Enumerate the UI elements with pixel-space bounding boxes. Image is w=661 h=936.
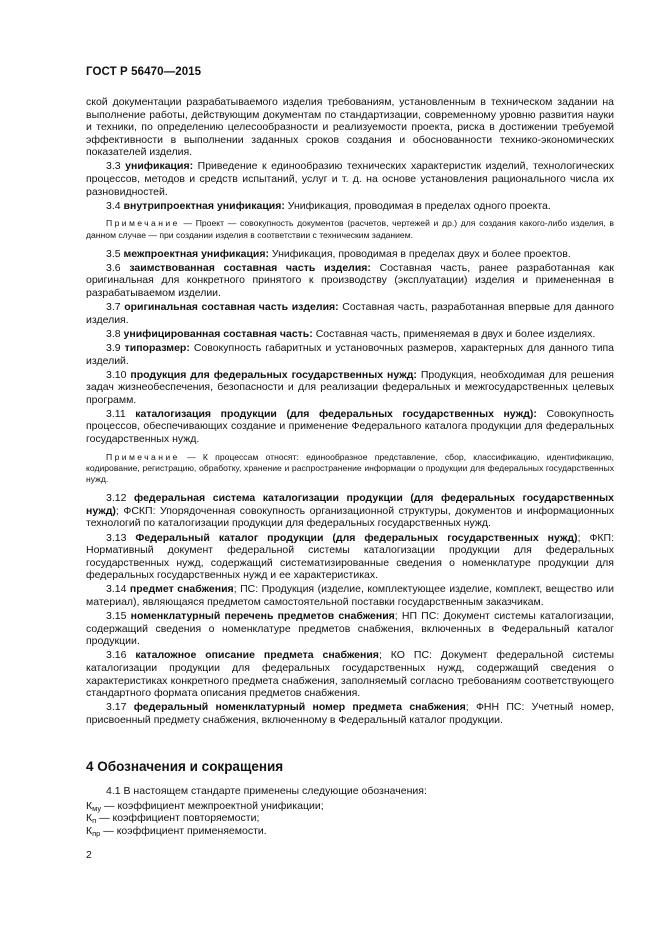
note-processes: Примечание — К процессам относят: единообразное представление, сбор, классификацию, идентификацию, кодирование, регистрацию, обработку, хранение и распространение информации о продукции для федеральных государственных нужд. [86,451,614,485]
term-3-3: 3.3 унификация: Приведение к единообразию технических характеристик изделий, технологических процессов, методов и средств испытаний, услуг и т. д. на основе установления рационального числа их разновидностей. [86,160,615,198]
symbol-k-p: $К_п$ — коэффициент повторяемости; [86,812,260,826]
term-3-9: 3.9 типоразмер: Совокупность габаритных и установочных размеров, характерных для данного типа изделий. [86,341,614,367]
page-number: 2 [86,849,92,861]
term-3-16: 3.16 каталожное описание предмета снабжения; КО ПС: Документ федеральной системы каталогизации продукции для федеральных государственных нужд, содержащий сведения о характеристиках конкретного предмета снабжения, заполняемый согласно требованиям соответствующего стандартного формата описания предметов снабжения. [86,649,615,700]
term-3-10: 3.10 продукция для федеральных государственных нужд: Продукция, необходимая для решения задач жизнеобеспечения, безопасности и для реализации федеральных и межгосударственных целевых программ. [86,368,614,406]
continued-paragraph: ской документации разрабатываемого изделия требованиям, установленным в техническом задании на выполнение работы, действующим документам по стандартизации, современному уровню развития науки и техники, по определению целесообразности и реализуемости проекта, риска в достижении требуемой эффективности в выполнении заданных сроков создания и обоснованности технико-экономических показателей изделия. [86,96,614,159]
symbol-k-mu: $К_{му}$ — коэффициент межпроектной унификации; [86,799,324,813]
document-page [86,66,614,837]
note-project: Примечание — Проект — совокупность документов (расчетов, чертежей и др.) для создания какого-либо изделия, в данном случае — при создании изделия в соответствии с техническим заданием. [86,218,614,240]
section-4-intro: 4.1 В настоящем стандарте применены следующие обозначения: [106,785,427,798]
term-3-5: 3.5 межпроектная унификация: Унификация, проводимая в пределах двух и более проектов. [106,247,571,260]
term-3-11: 3.11 каталогизация продукции (для федеральных государственных нужд): Совокупность процессов, обеспечивающих создание и применение Федерального каталога продукции для федеральных государственных нужд. [86,407,614,446]
term-3-4: 3.4 внутрипроектная унификация: Унификация, проводимая в пределах одного проекта. [106,199,551,212]
section-4-heading: 4 Обозначения и сокращения [86,759,284,775]
term-3-7: 3.7 оригинальная составная часть изделия: Составная часть, разработанная впервые для данного изделия. [86,301,614,326]
term-3-8: 3.8 унифицированная составная часть: Составная часть, применяемая в двух и более изделиях. [106,327,596,340]
term-3-14: 3.14 предмет снабжения; ПС: Продукция (изделие, комплектующее изделие, комплект, вещество или материал), являющаяся предметом самостоятельной поставки государственным заказчикам. [86,583,614,609]
term-3-17: 3.17 федеральный номенклатурный номер предмета снабжения; ФНН ПС: Учетный номер, присвоенный предмету снабжения, включенному в Федеральный каталог продукции. [86,701,615,726]
term-3-12: 3.12 федеральная система каталогизации продукции (для федеральных государственных нужд); ФСКП: Упорядоченная совокупность организационной структуры, документов и информационных технологий по каталогизации продукции для федеральных государственных нужд. [86,492,614,530]
term-3-13: 3.13 Федеральный каталог продукции (для федеральных государственных нужд); ФКП: Нормативный документ федеральной системы каталогизации продукции для федеральных государственных нужд, содержащий систематизированные сведения о номенклатуре продукции для федеральных государственных нужд и ее характеристиках. [86,531,615,582]
standard-header: ГОСТ Р 56470—2015 [86,66,202,78]
symbol-k-pr: $К_{пр}$ — коэффициент применяемости. [86,824,267,838]
term-3-6: 3.6 заимствованная составная часть изделия: Составная часть, ранее разработанная как оригинальная для конкретного принятого к производству (эксплуатации) изделия и примененная в разрабатываемом изделии. [86,261,615,300]
term-3-15: 3.15 номенклатурный перечень предметов снабжения; НП ПС: Документ системы каталогизации, содержащий сведения о номенклатуре предметов снабжения, включенных в Федеральный каталог продукции. [86,610,614,648]
